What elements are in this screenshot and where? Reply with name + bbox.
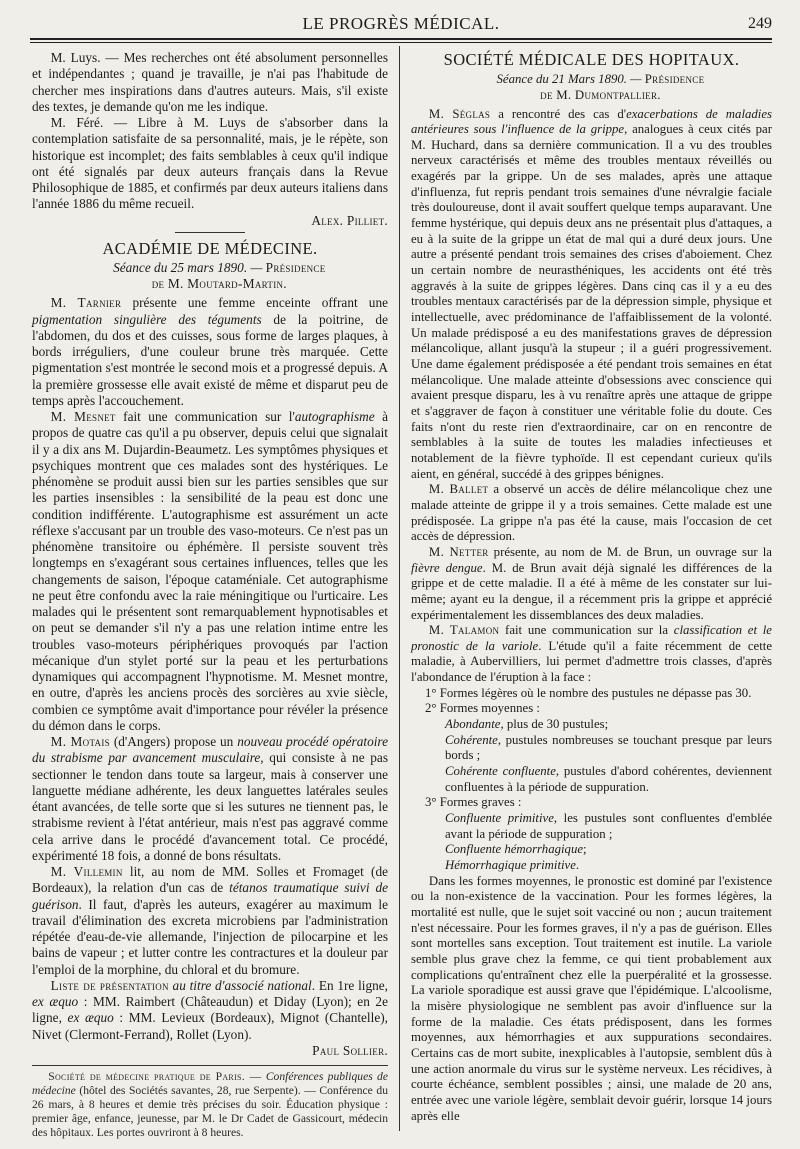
paragraph-villemin [32, 864, 388, 978]
right-column [411, 50, 772, 1124]
italic-run: classification et le pronostic de la variole [411, 623, 772, 653]
speaker-name: M. Séglas [428, 106, 491, 121]
list-item: 3° Formes graves : [425, 795, 522, 810]
text-run: . M. de Brun avait déjà signalé les différences de la grippe et de cette maladie. Il a été à même de les constater sur lui-même; ayant eu la dengue, il a récemment pris la grippe et apprécié expérimentalement les dissemblances des deux maladies. [411, 560, 772, 622]
session-president: de M. Dumontpallier. [540, 88, 661, 103]
text-run: à propos de quatre cas qu'il a pu observer, depuis celui que signalait il y a dix ans M. Dujardin-Beaumetz. Les symptômes physiques et psychiques montrent que ces malades sont des hystériques. Le phénomène se produit aussi bien sur les parties sensibles que sur les parties insensibles : la sensibilité de la peau est donc une condition indifférente. L'autographisme est assurément un acte réflexe s'accusant par un trouble des vaso-moteurs. Ce n'est pas un phénomène transitoire ou éphémère. Il persiste souvent très longtemps en s'exagérant sous certaines influences, telles que les changements de saison, l'époque cataméniale. Cet autographisme ne peut être confondu avec la raie méningitique ou l'urticaire. Les malades qui le présentent sont remarquablement hypnotisables et on peut se demander s'il n'y a pas une relation intime entre les troubles vaso-moteurs périphériques provoqués par l'action mécanique d'un stylet porté sur la peau et les perturbations dynamiques qui accompagnent l'hypnotisme. M. Mesnet montre, en outre, d'après les anciens procès des sorcières au xvie siècle, combien ce symptôme avait d'importance pour révéler la présence du démon dans le corps. [32, 409, 388, 733]
paragraph-fere: M. Féré. — Libre à M. Luys de s'absorber dans la contemplation satisfaite de sa personnalité, mais, je le répète, son historique est incomplet; des faits semblables à ceux qu'il indique ont été signalés par deux auteurs français dans la Revue Philosophique de 1885, et confirmés par deux auteurs italiens dans l'année 1886 du même recueil. [32, 115, 388, 212]
text-run: , pustules nombreuses se touchant presque par leurs bords ; [445, 732, 772, 763]
italic-run: Confluente hémorrhagique [445, 842, 584, 857]
speaker-name: M. Mesnet [50, 409, 116, 424]
paragraph-pronostic: Dans les formes moyennes, le pronostic est dominé par l'existence ou la non-existence de la vaccination. Pour les formes légères, la mortalité est nulle, que le sujet soit vacciné ou non ; aucun traitement n'est nécessaire. Pour les formes graves, il n'y a pas de guérison. Elles sont mortelles sans exception. Tout traitement est inutile. La variole semble plus grave chez la femme, ce qui tient probablement aux complications qu'entraînent chez elle la puerpéralité et la grossesse. La variole sporadique est aussi grave que l'épidémique. L'alcoolisme, la misère physiologique ne semblent pas avoir d'influence sur la forme de la maladie. Ces états prédisposent, dans les formes moyennes, aux hémorrhagies et aux suppurations secondaires. Certains cas de mort subite, inexplicables à l'autopsie, semblent dûs à une action anormale du virus sur le système nerveux. Les récidives, à courte échéance, semblent possibles ; ainsi, une malade de 20 ans, entrée avec une variole légère, semblait devoir guérir, lorsque 14 jours après elle [411, 873, 772, 1123]
text-run: présente, au nom de M. de Brun, un ouvrage sur la [488, 544, 772, 559]
italic-run: tétanos traumatique suivi de guérison [32, 880, 388, 912]
footer-paragraph [32, 1070, 388, 1140]
footer-notice [32, 1070, 388, 1140]
italic-run: ex æquo [32, 994, 79, 1009]
paragraph-liste [32, 978, 388, 1043]
italic-run: Abondante [445, 717, 501, 732]
paragraph-mesnet [32, 409, 388, 734]
signature-pilliet: Alex. Pilliet. [311, 212, 388, 228]
italic-run: au titre d'associé national [168, 977, 312, 993]
speaker-name: M. Tarnier [50, 295, 122, 311]
italic-run: Hémorrhagique primitive [445, 858, 576, 872]
italic-run: Conférences publiques de médecine [32, 1070, 388, 1097]
text-run: , plus de 30 pustules; [500, 717, 609, 732]
text-run: , qui consiste à ne pas sectionner le tendon dans toute sa largeur, mais à conserver une languette médiane adhérente, les deux languettes latérales seules étant avancées, de telle sorte que si les sutures ne tiennent pas, le strabisme revient à l'état antérieur, mais n'est pas aggravé comme cela arrive dans le procédé d'avancement total. Ce procédé, expérimenté 18 fois, a donné de bons résultats. [32, 750, 389, 863]
text-run: , analogues à ceux cités par M. Huchard, dans sa dernière communication. Il a vu des troubles nerveux caractérisés et même des troubles mentaux réveillés ou exagérés par la grippe. Un de ses malades, après une attaque d'influenza, fut repris pendant trois semaines d'une névralgie faciale très douloureuse, dont il avait souffert quelque temps auparavant. Une femme hystérique, qui depuis deux ans ne présentait plus d'attaques, a eu à la suite de la grippe un état de mal qui a duré deux jours. Une autre a présenté pendant trois semaines des crises d'aboiement. Chez un certain nombre de neurasthéniques, les accidents ont été très aggravés à la suite de grippes légères. Dans cinq cas il y a eu des troubles mentaux caractérisés par de la dépression simple, physique et intellectuelle, avec prédominance de l'affaiblissement de la volonté. Un malade prédisposé a eu des manifestations graves de dépression mélancolique, allant jusqu'à la stupeur ; il a guéri progressivement. Une dame également prédisposée a été pendant trois semaines en état mélancolique. Une malade atteinte d'obsessions avec conscience qui avaient presque disparu, les à vu renaître après une attaque de grippe et s'aggraver de façon à constituer une véritable folie du doute. Ces faits n'ont du reste rien d'extraordinaire, car on en rencontre de semblables à la suite de toutes les maladies infectieuses et notablement de la fièvre typhoïde. Il est cependant curieux qu'ils aient, en général, succédé à des grippes bénignes. [411, 122, 772, 481]
text-run: fait une communication sur l' [115, 409, 295, 424]
text-run: a rencontré des cas d' [490, 106, 627, 121]
text-run: a observé un accès de délire mélancolique chez une malade atteinte de grippe il y a trois semaines. Cette malade est une prédisposée. La grippe n'a pas été la cause, mais l'occasion de cet accès de dépression. [411, 482, 772, 544]
text-run: (hôtel des Sociétés savantes, 28, rue Serpente). — Conférence du 26 mars, à 8 heures et demie très précises du soir. Éducation physique : premier âge, enfance, jeunesse, par M. le Dr Cadet de Gassicourt, médecin des hôpitaux. Les portes ouvriront à 8 heures. [32, 1084, 388, 1139]
italic-run: nouveau procédé opératoire du strabisme par avancement musculaire [32, 734, 388, 766]
italic-run: Confluente primitive [445, 811, 554, 826]
list-item [411, 858, 772, 874]
italic-run: pigmentation singulière des téguments [32, 311, 262, 327]
session-date: Séance du 21 Mars 1890. — [496, 72, 642, 86]
text-run: : MM. Raimbert (Châteaudun) et Diday (Lyon); en 2e ligne, [32, 994, 388, 1026]
paragraph-talamon [411, 623, 772, 686]
session-date: Séance du 25 mars 1890. — [113, 259, 263, 275]
list-item [411, 733, 772, 764]
speaker-name: M. Netter [428, 544, 489, 559]
list-item [411, 842, 772, 858]
header-rule-thick [30, 38, 772, 40]
speaker-name: M. Motais [50, 734, 110, 749]
list-item [411, 717, 772, 733]
session-line-societe [411, 71, 772, 87]
text-run: . [575, 858, 580, 872]
signature-sollier: Paul Sollier. [312, 1042, 388, 1058]
text-run: . En 1re ligne, [311, 977, 388, 993]
page-number: 249 [748, 15, 772, 32]
text-run: , les pustules sont confluentes d'emblée avant la période de suppuration ; [445, 811, 773, 841]
session-presidence: Présidence [644, 72, 705, 86]
session-line-academie [32, 260, 388, 276]
list-heading: Liste de présentation [50, 977, 169, 993]
list-item: 2° Formes moyennes : [425, 701, 540, 716]
running-header [30, 14, 772, 36]
paragraph-ballet [411, 482, 772, 545]
list-item [411, 811, 772, 842]
text-run: ; [583, 842, 587, 857]
text-run: de la poitrine, de l'abdomen, du dos et des cuisses, sous forme de larges plaques, à bords irréguliers, d'une couleur brune très marquée. Cette pigmentation s'est montrée le second mois et a progressé depuis. A la première grossesse elle avait existé de même et disparut peu de temps après l'accouchement. [32, 311, 388, 408]
speaker-name: M. Ballet [428, 482, 489, 497]
italic-run: fièvre dengue [411, 560, 483, 575]
italic-run: Cohérente confluente [445, 764, 556, 779]
session-president: de M. Moutard-Martin. [151, 276, 287, 291]
section-title-societe: SOCIÉTÉ MÉDICALE DES HOPITAUX. [443, 50, 740, 69]
text-run: présente une femme enceinte offrant une [121, 295, 389, 311]
section-separator [175, 232, 245, 233]
speaker-name: M. Talamon [428, 623, 500, 638]
footer-rule [32, 1065, 388, 1066]
speaker-name: M. Villemin [50, 864, 123, 879]
text-run: . L'étude qu'il a faite récemment de cette maladie, à Aubervilliers, lui permet d'admettre trois classes, d'après l'abondance de l'éruption à la face : [411, 638, 772, 685]
list-item [411, 764, 772, 795]
text-run: (d'Angers) propose un [109, 734, 238, 749]
list-item: 1° Formes légères où le nombre des pustules ne dépasse pas 30. [425, 685, 752, 700]
journal-title: LE PROGRÈS MÉDICAL. [302, 14, 500, 33]
text-run: : MM. Levieux (Bordeaux), Mignot (Chantelle), Nivet (Clermont-Ferrand), Rollet (Lyon). [32, 1010, 388, 1042]
paragraph-motais [32, 734, 388, 864]
session-presidence: Présidence [265, 259, 326, 275]
paragraph-netter [411, 545, 772, 623]
left-column [32, 50, 388, 1140]
section-title-academie: ACADÉMIE DE MÉDECINE. [102, 238, 318, 258]
italic-run: autographisme [294, 409, 375, 424]
header-rule-thin [30, 42, 772, 43]
italic-run: ex æquo [67, 1010, 114, 1026]
text-run: fait une communication sur la [499, 623, 674, 638]
footer-heading: Société de médecine pratique de Paris. — [48, 1070, 262, 1083]
text-run: , pustules d'abord cohérentes, deviennent confluentes à la période de suppuration. [445, 764, 772, 794]
paragraph-tarnier [32, 295, 388, 409]
text-run: lit, au nom de MM. Solles et Fromaget (de Bordeaux), la relation d'un cas de [32, 864, 388, 896]
column-divider [399, 46, 400, 1131]
italic-run: exacerbations de maladies antérieures sous l'influence de la grippe [411, 106, 773, 137]
italic-run: Cohérente [445, 732, 498, 747]
paragraph-seglas [411, 107, 772, 483]
paragraph-luys: M. Luys. — Mes recherches ont été absolument personnelles et indépendantes ; quand je travaille, je n'ai pas l'habitude de chercher mes inspirations dans d'autres auteurs. Mais, s'il existe des textes, je demande qu'on me les indique. [32, 50, 388, 114]
text-run: . Il faut, d'après les auteurs, exagérer au maximum le travail d'élimination des excreta microbiens par l'administration répétée d'eau-de-vie allemande, l'injection de pilocarpine et les bains de vapeur ; et lutter contre les contractures et la douleur par l'emploi de la morphine, du chloral et du bromure. [32, 896, 388, 977]
